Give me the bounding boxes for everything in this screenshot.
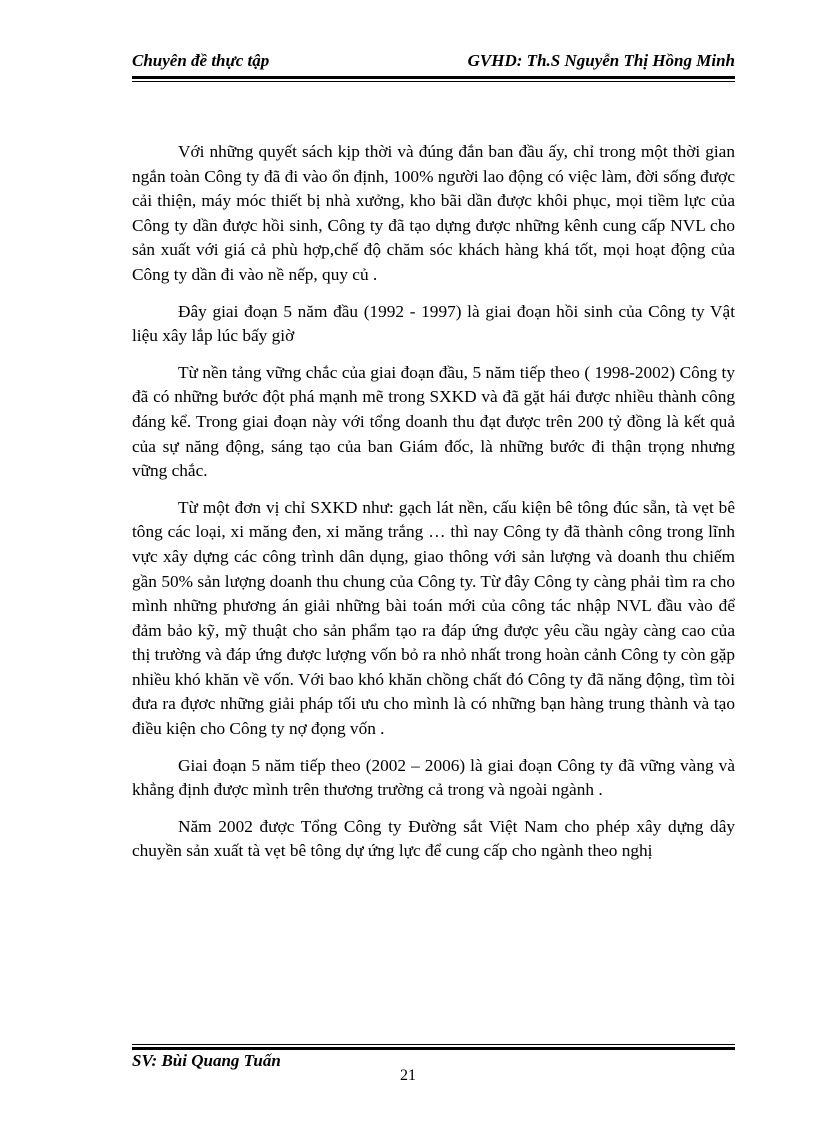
paragraph-4: Từ một đơn vị chỉ SXKD như: gạch lát nền, cấu kiện bê tông đúc sẵn, tà vẹt bê tông các loại, xi măng đen, xi măng trắng … thì nay Công ty đã thành công trong lĩnh vực xây dựng các công trình dân dụng, giao thông với sản lượng và doanh thu chiếm gần 50% sản lượng doanh thu chung của Công ty. Từ đây Công ty càng phải tìm ra cho mình những phương án giải những bài toán mới của công tác nhập NVL đầu vào để đảm bảo kỹ, mỹ thuật cho sản phẩm tạo ra đáp ứng được yêu cầu ngày càng cao của thị trường và đáp ứng được lượng vốn bỏ ra nhỏ nhất trong hoàn cảnh Công ty còn gặp nhiều khó khăn về vốn. Với bao khó khăn chồng chất đó Công ty đã năng động, tìm tòi đưa ra đựơc những giải pháp tối ưu cho mình là có những bạn hàng trung thành và tạo điều kiện cho Công ty nợ đọng vốn . — [132, 497, 735, 739]
body-text — [132, 140, 735, 876]
footer-student-name: SV: Bùi Quang Tuấn — [132, 1051, 281, 1070]
footer-rule-thin — [132, 1044, 735, 1045]
paragraph-1: Với những quyết sách kịp thời và đúng đắn ban đầu ấy, chỉ trong một thời gian ngắn toàn Công ty đã đi vào ổn định, 100% người lao động có việc làm, đời sống được cải thiện, máy móc thiết bị nhà xưởng, kho bãi dần được khôi phục, mọi tiềm lực của Công ty dần được hồi sinh, Công ty đã tạo dựng được những kênh cung cấp NVL cho sản xuất với giá cả phù hợp,chế độ chăm sóc khách hàng khá tốt, mọi hoạt động của Công ty dần đi vào nề nếp, quy củ . — [132, 142, 735, 284]
paragraph-6: Năm 2002 được Tổng Công ty Đường sắt Việt Nam cho phép xây dựng dây chuyền sản xuất tà vẹt bê tông dự ứng lực để cung cấp cho ngành theo nghị — [132, 816, 735, 861]
header-report-title: Chuyên đề thực tập — [132, 51, 270, 70]
page-header — [132, 50, 735, 76]
header-rule-thin — [132, 81, 735, 82]
paragraph-2: Đây giai đoạn 5 năm đầu (1992 - 1997) là giai đoạn hồi sinh của Công ty Vật liệu xây lắp lúc bấy giờ — [132, 301, 735, 346]
page-number: 21 — [400, 1067, 416, 1084]
header-rule-thick — [132, 76, 735, 79]
paragraph-3: Từ nền tảng vững chắc của giai đoạn đầu, 5 năm tiếp theo ( 1998-2002) Công ty đã có những bước đột phá mạnh mẽ trong SXKD và đã gặt hái được nhiều thành công đáng kể. Trong giai đoạn này với tổng doanh thu đạt được trên 200 tỷ đồng là kết quả của sự năng động, sáng tạo của ban Giám đốc, là những bước đi thận trọng nhưng vững chắc. — [132, 362, 735, 481]
header-supervisor: GVHD: Th.S Nguyễn Thị Hồng Minh — [467, 51, 735, 70]
paragraph-5: Giai đoạn 5 năm tiếp theo (2002 – 2006) là giai đoạn Công ty đã vững vàng và khẳng định được mình trên thương trường cả trong và ngoài ngành . — [132, 755, 735, 800]
